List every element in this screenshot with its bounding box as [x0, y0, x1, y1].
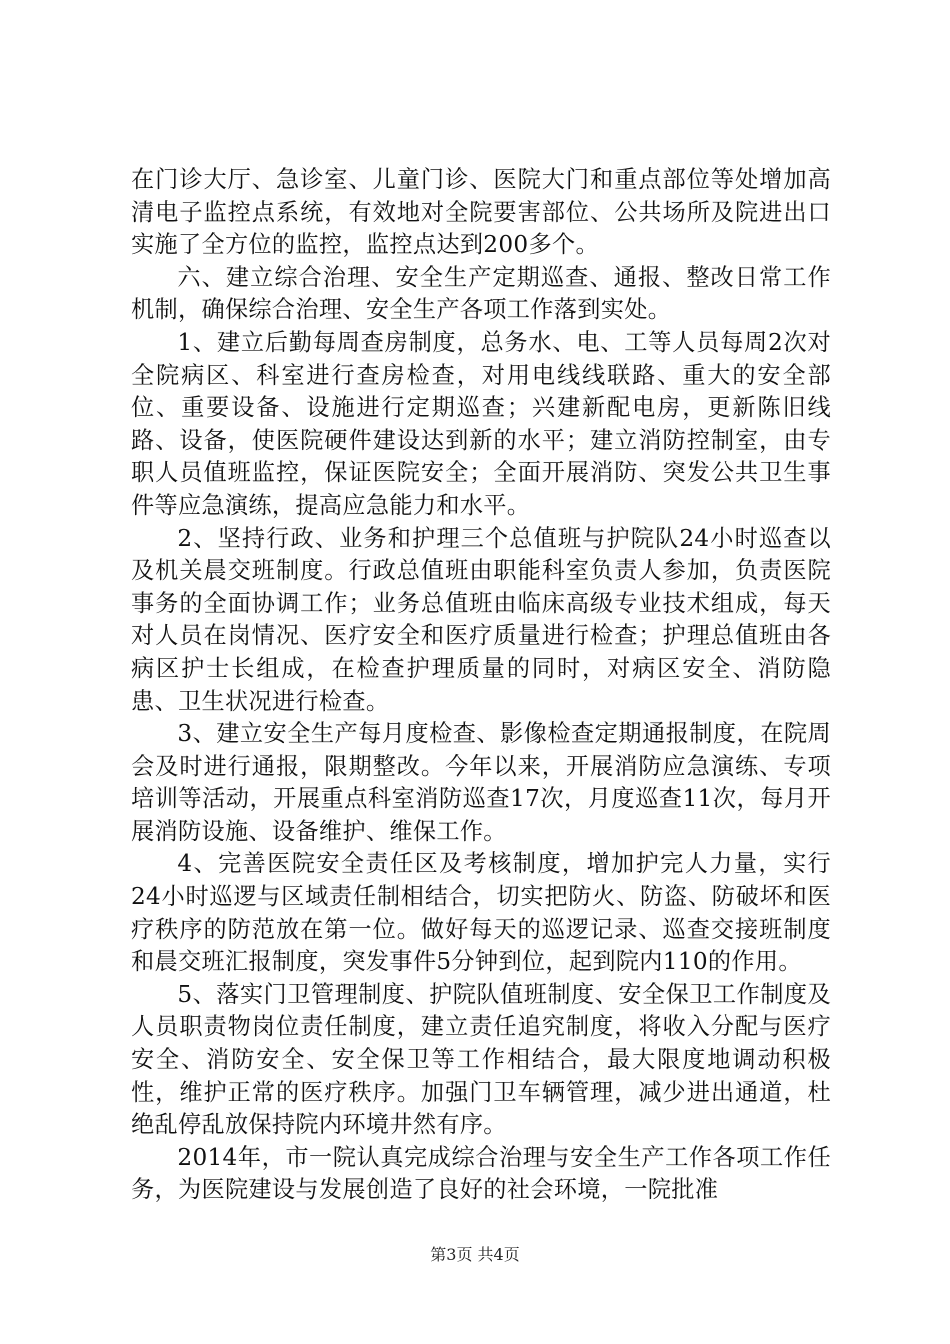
paragraph-item-2: 2、坚持行政、业务和护理三个总值班与护院队24小时巡查以及机关晨交班制度。行政总值班由职能科室负责人参加，负责医院事务的全面协调工作；业务总值班由临床高级专业技术组成，每天对人员在岗情况、医疗安全和医疗质量进行检查；护理总值班由各病区护士长组成，在检查护理质量的同时，对病区安全、消防隐患、卫生状况进行检查。: [131, 524, 831, 715]
paragraph-item-3: 3、建立安全生产每月度检查、影像检查定期通报制度，在院周会及时进行通报，限期整改。今年以来，开展消防应急演练、专项培训等活动，开展重点科室消防巡查17次，月度巡查11次，每月开展消防设施、设备维护、维保工作。: [131, 720, 831, 845]
paragraph-summary-2014: 2014年，市一院认真完成综合治理与安全生产工作各项工作任务，为医院建设与发展创造了良好的社会环境，一院批准: [131, 1143, 831, 1204]
document-body: [131, 164, 831, 1207]
page-footer: 第3页 共4页: [430, 1245, 520, 1264]
paragraph-continuation: 在门诊大厅、急诊室、儿童门诊、医院大门和重点部位等处增加高清电子监控点系统，有效地对全院要害部位、公共场所及院进出口实施了全方位的监控，监控点达到200多个。: [131, 166, 831, 259]
paragraph-section-six: 六、建立综合治理、安全生产定期巡查、通报、整改日常工作机制，确保综合治理、安全生产各项工作落到实处。: [131, 263, 831, 324]
paragraph-item-4: 4、完善医院安全责任区及考核制度，增加护完人力量，实行24小时巡逻与区域责任制相结合，切实把防火、防盗、防破坏和医疗秩序的防范放在第一位。做好每天的巡逻记录、巡查交接班制度和晨交班汇报制度，突发事件5分钟到位，起到院内110的作用。: [131, 850, 831, 976]
paragraph-item-5: 5、落实门卫管理制度、护院队值班制度、安全保卫工作制度及人员职责物岗位责任制度，建立责任追究制度，将收入分配与医疗安全、消防安全、安全保卫等工作相结合，最大限度地调动积极性，维护正常的医疗秩序。加强门卫车辆管理，减少进出通道，杜绝乱停乱放保持院内环境井然有序。: [131, 980, 831, 1139]
paragraph-item-1: 1、建立后勤每周查房制度，总务水、电、工等人员每周2次对全院病区、科室进行查房检查，对用电线线联路、重大的安全部位、重要设备、设施进行定期巡查；兴建新配电房，更新陈旧线路、设备，使医院硬件建设达到新的水平；建立消防控制室，由专职人员值班监控，保证医院安全；全面开展消防、突发公共卫生事件等应急演练，提高应急能力和水平。: [131, 328, 831, 519]
